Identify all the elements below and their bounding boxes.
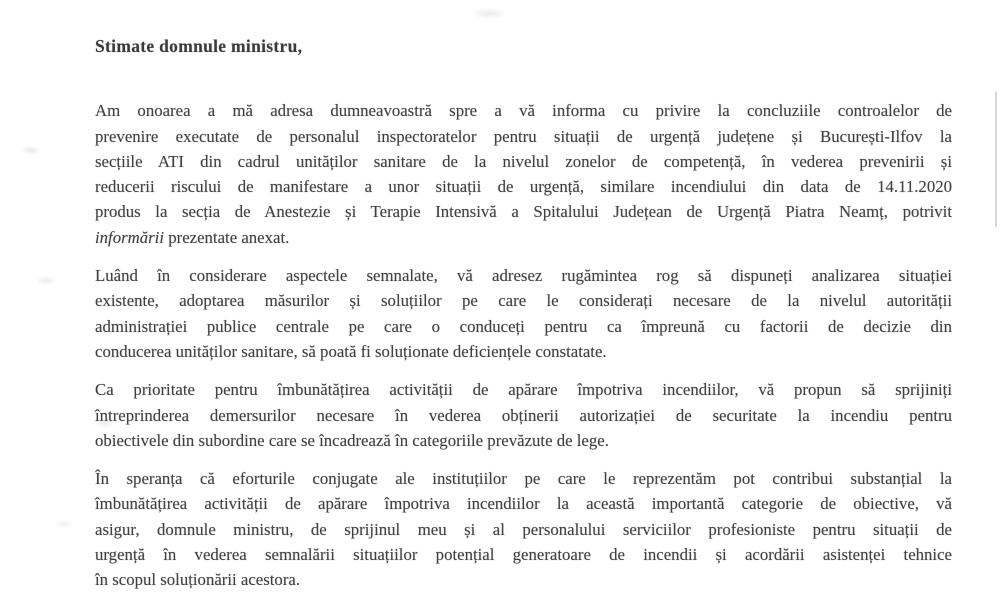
paragraph-4-line-3 [95,517,952,542]
scan-smudge [36,276,56,285]
text-segment: Ca prioritate pentru îmbunătățirea activității de apărare împotriva incendiilor, vă propun să sprijiniți [95,380,952,400]
paragraph-4 [95,466,952,592]
scan-smudge [22,146,40,155]
text-segment: obiectivele din subordine care se încadrează în categoriile prevăzute de lege. [95,430,609,450]
text-segment: reducerii riscului de manifestare a unor situații de urgență, similare incendiului din data de 14.11.2020 [95,177,952,197]
paragraph-3-line-1 [95,377,952,402]
paragraph-4-line-2 [95,491,952,516]
text-segment: îmbunătățirea activității de apărare împotriva incendiilor la această importantă categorie de obiective, vă [95,494,952,514]
letter-paragraphs [95,98,952,592]
paragraph-1-line-5 [95,199,952,224]
paragraph-3 [95,377,952,453]
paragraph-1-line-6 [95,225,952,250]
text-segment: Luând în considerare aspectele semnalate, vă adresez rugămintea rog să dispuneți analizarea situației [95,266,952,286]
text-segment: Am onoarea a mă adresa dumneavoastră spre a vă informa cu privire la concluziile controalelor de [95,101,952,121]
paragraph-2 [95,263,952,364]
text-segment: urgență în vederea semnalării situațiilor potențial generatoare de incendii și acordării asistenței tehnice [95,545,952,565]
scan-smudge [56,520,72,528]
text-segment: administrației publice centrale pe care o conduceți pentru ca împreună cu factorii de decizie din [95,316,952,336]
paragraph-2-line-2 [95,288,952,313]
text-segment: întreprinderea demersurilor necesare în vederea obținerii autorizației de securitate la incendiu pentru [95,405,952,425]
paragraph-1-line-3 [95,149,952,174]
scan-smudge [472,8,506,19]
paragraph-3-line-3 [95,428,952,453]
text-segment: În speranța că eforturile conjugate ale instituțiilor pe care le reprezentăm pot contribui substanțial la [95,469,952,489]
letter-body [95,34,952,606]
text-segment: produs la secția de Anestezie și Terapie Intensivă a Spitalului Județean de Urgență Piatra Neamț, potrivit [95,202,952,222]
text-segment: prevenire executate de personalul inspectoratelor pentru situații de urgență județene și București-Ilfov la [95,126,952,146]
paragraph-4-line-5 [95,567,952,592]
paragraph-4-line-4 [95,542,952,567]
text-segment: în scopul soluționării acestora. [95,570,301,590]
salutation: Stimate domnule ministru, [95,36,303,56]
text-segment: conducerea unităților sanitare, să poată fi soluționate deficiențele constatate. [95,341,607,361]
paragraph-1 [95,98,952,250]
scan-edge-line [995,92,997,227]
paragraph-1-line-4 [95,174,952,199]
paragraph-4-line-1 [95,466,952,491]
paragraph-2-line-4 [95,339,952,364]
italic-emphasis: informării [95,227,165,247]
paragraph-2-line-3 [95,314,952,339]
text-segment: asigur, domnule ministru, de sprijinul meu și al personalului serviciilor profesioniste pentru situații de [95,519,952,539]
paragraph-2-line-1 [95,263,952,288]
paragraph-3-line-2 [95,403,952,428]
text-segment: secțiile ATI din cadrul unităților sanitare de la nivelul zonelor de competență, în vederea prevenirii și [95,151,952,171]
paragraph-1-line-2 [95,124,952,149]
text-segment: existente, adoptarea măsurilor și soluțiilor pe care le considerați necesare de la nivelul autorității [95,291,952,311]
text-segment: prezentate anexat. [164,227,290,247]
paragraph-1-line-1 [95,98,952,123]
